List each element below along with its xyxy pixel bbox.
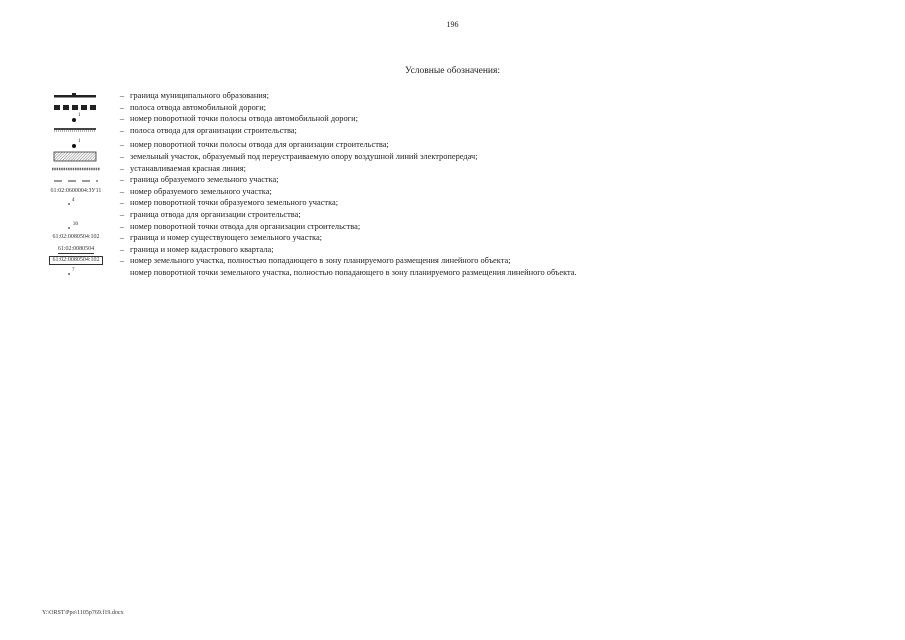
legend-row [32, 151, 872, 163]
legend-text: полоса отвода автомобильной дороги; [130, 102, 266, 112]
legend-text: номер поворотной точки полосы отвода автомобильной дороги; [130, 114, 358, 124]
dash: – [119, 186, 125, 196]
legend-text: граница и номер кадастрового квартала; [130, 244, 274, 254]
legend-text: номер поворотной точки земельного участка, полностью попадающего в зону планируемого размещения линейного объекта. [130, 267, 577, 277]
legend-text: граница и номер существующего земельного участка; [130, 233, 323, 243]
dash: – [119, 198, 125, 208]
file-path-footer: Y:\ORST\Ppo\1105p769.f19.docx [42, 610, 124, 616]
existing-parcel-label: 61:02:0080504:102 [52, 234, 100, 241]
dash: – [119, 175, 125, 185]
legend [32, 90, 872, 279]
legend-text: номер поворотной точки полосы отвода для организации строительства; [130, 140, 389, 150]
dash: – [119, 140, 125, 150]
legend-title: Условные обозначения: [404, 66, 500, 76]
legend-row [32, 174, 872, 186]
construction-strip-symbol [32, 125, 120, 137]
parcel-point-symbol [32, 267, 120, 279]
construction-boundary-point-symbol [32, 221, 120, 233]
legend-row [32, 102, 872, 114]
legend-text: граница отвода для организации строительства; [130, 209, 301, 219]
point-number: 30 [73, 221, 78, 227]
legend-row [32, 221, 872, 233]
legend-row [32, 255, 872, 267]
cadastral-quarter-label: 61:02:0080504 [57, 245, 95, 252]
point-icon [72, 118, 76, 122]
legend-row [32, 209, 872, 221]
legend-text: номер образуемого земельного участка; [130, 186, 272, 196]
dash: – [119, 151, 125, 161]
hatched-parcel-symbol [32, 151, 120, 163]
dash: – [119, 91, 125, 100]
legend-text: номер земельного участка, полностью попадающего в зону планируемого размещения линейного объекта; [130, 256, 511, 266]
road-strip-symbol [32, 102, 120, 114]
legend-text: устанавливаемая красная линия; [130, 163, 246, 173]
dash: – [119, 114, 125, 124]
construction-turning-point-symbol [32, 139, 120, 151]
legend-text: граница муниципального образования; [130, 91, 269, 100]
legend-text: полоса отвода для организации строительства; [130, 125, 297, 135]
legend-text: граница образуемого земельного участка; [130, 175, 279, 185]
construction-boundary-symbol [32, 209, 120, 221]
formed-parcel-boundary-symbol [32, 174, 120, 186]
dash: – [119, 102, 125, 112]
page-number: 196 [446, 20, 459, 29]
legend-row [32, 186, 872, 198]
legend-text: номер поворотной точки образуемого земельного участка; [130, 198, 339, 208]
dash: – [119, 209, 125, 219]
point-number: 1 [78, 113, 81, 119]
point-number: 1 [78, 139, 81, 145]
legend-row [32, 267, 872, 279]
red-line-symbol [32, 163, 120, 175]
legend-row [32, 139, 872, 151]
dash: – [119, 233, 125, 243]
dash: – [119, 221, 125, 231]
legend-row [32, 113, 872, 125]
municipal-boundary-symbol [32, 90, 120, 102]
boxed-parcel-label: 61:02:0080504:102 [32, 255, 120, 267]
dash: – [119, 125, 125, 135]
legend-row [32, 163, 872, 175]
dash: – [119, 256, 125, 266]
legend-row [32, 232, 872, 244]
dash: – [119, 163, 125, 173]
legend-row [32, 90, 872, 102]
formed-parcel-number-label: 61:02:0600004:ЗУ11 [50, 187, 102, 194]
point-icon [68, 227, 70, 229]
legend-text: земельный участок, образуемый под переустраиваемую опору воздушной линий электропередач; [130, 151, 478, 161]
dash: – [119, 244, 125, 254]
legend-text: номер поворотной точки отвода для организации строительства; [130, 221, 361, 231]
point-icon [72, 144, 76, 148]
point-number: 4 [72, 198, 75, 204]
point-icon [68, 203, 70, 205]
point-number: 7 [72, 267, 75, 273]
legend-row [32, 244, 872, 256]
point-icon [68, 273, 70, 275]
road-turning-point-symbol [32, 113, 120, 125]
legend-row [32, 125, 872, 137]
formed-parcel-point-symbol [32, 197, 120, 209]
legend-row [32, 197, 872, 209]
